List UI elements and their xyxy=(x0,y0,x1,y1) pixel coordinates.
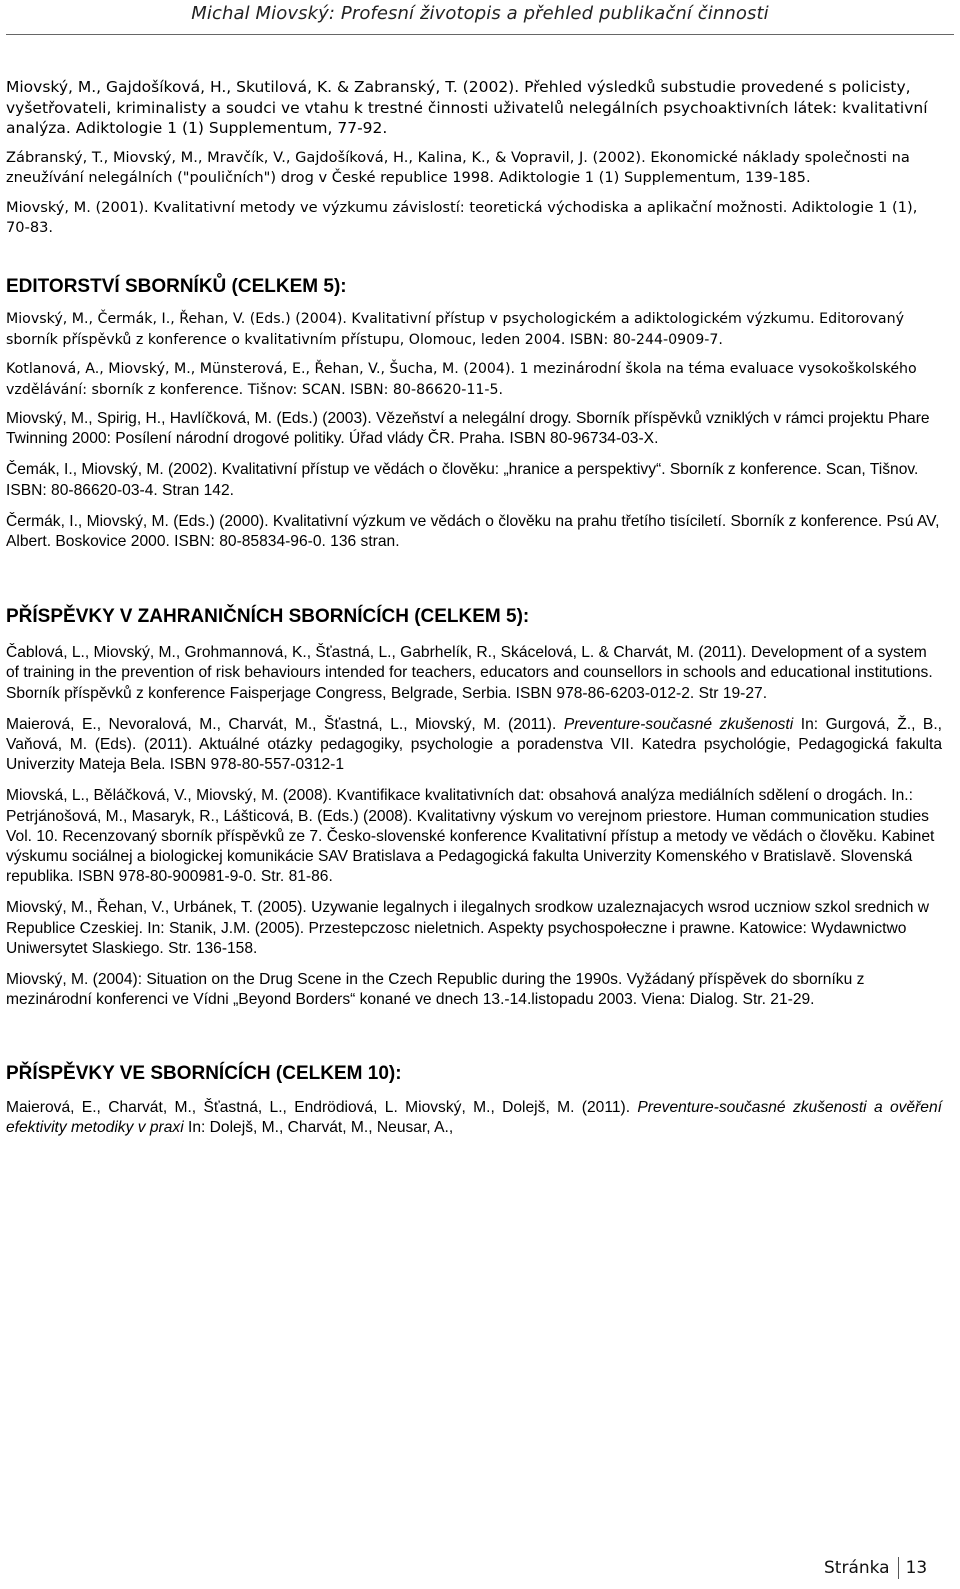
publication-entry: Čermák, I., Miovský, M. (Eds.) (2000). Kvalitativní výzkum ve vědách o člověku na prahu třetího tisíciletí. Sborník z konference. Psú AV, Albert. Boskovice 2000. ISBN: 80-85834-96-0. 136 stran. xyxy=(6,512,940,551)
running-header: Michal Miovský: Profesní životopis a přehled publikační činnosti xyxy=(191,3,769,24)
section-title-sborniky: PŘÍSPĚVKY VE SBORNÍCÍCH (CELKEM 10): xyxy=(6,1062,402,1084)
publication-entry: Miovská, L., Běláčková, V., Miovský, M. (2008). Kvantifikace kvalitativních dat: obsahová analýza mediálních sdělení o drogách. In.: Petrjánošová, M., Masaryk, R., Lášticová, B. (Eds.) (2008). Kvalitativny výskum vo verejnom priestore. Human communication studies Vol. 10. Recenzovaný sborník příspěvků ze 7. Česko-slovenské konference Kvalitativní přístup a metody ve vědách o člověku. Kabinet výskumu sociálnej a biologickej komunikácie SAV Bratislava a Pedagogická fakulta Univerzity Komenského v Bratislavě. Slovenská republika. ISBN 978-80-900981-9-0. Str. 81-86. xyxy=(6,787,935,886)
publication-entry: Maierová, E., Charvát, M., Šťastná, L., Endrödiová, L. Miovský, M., Dolejš, M. (2011). Preventure-současné zkušenosti a ověření efektivity metodiky v praxi In: Dolejš, M., Charvát, M., Neusar, A., xyxy=(6,1098,942,1136)
document-body xyxy=(6,77,942,1149)
publication-entry: Kotlanová, A., Miovský, M., Münsterová, E., Řehan, V., Šucha, M. (2004). 1 mezinárodní škola na téma evaluace vysokoškolského vzdělávání: sborník z konference. Tišnov: SCAN. ISBN: 80-86620-11-5. xyxy=(6,361,917,398)
publication-entry: Čemák, I., Miovský, M. (2002). Kvalitativní přístup ve vědách o člověku: „hranice a perspektivy“. Sborník z konference. Scan, Tišnov. ISBN: 80-86620-03-4. Stran 142. xyxy=(6,461,919,499)
section-title-zahranicni: PŘÍSPĚVKY V ZAHRANIČNÍCH SBORNÍCÍCH (CELKEM 5): xyxy=(6,606,530,628)
page-number: 13 xyxy=(905,1558,928,1578)
publication-entry: Miovský, M. (2001). Kvalitativní metody ve výzkumu závislostí: teoretická východiska a aplikační možnosti. Adiktologie 1 (1), 70-83. xyxy=(6,198,918,236)
publication-entry: Miovský, M., Spirig, H., Havlíčková, M. (Eds.) (2003). Vězeňství a nelegální drogy. Sborník příspěvků vzniklých v rámci projektu Phare Twinning 2000: Posílení národní drogové politiky. Úřad vlády ČR. Praha. ISBN 80-96734-03-X. xyxy=(6,410,930,448)
publication-entry: Zábranský, T., Miovský, M., Mravčík, V., Gajdošíková, H., Kalina, K., & Vopravil, J. (2002). Ekonomické náklady společnosti na zneužívání nelegálních ("pouličních") drog v České republice 1998. Adiktologie 1 (1) Supplementum, 139-185. xyxy=(6,148,910,187)
publication-entry: Miovský, M., Řehan, V., Urbánek, T. (2005). Uzywanie legalnych i ilegalnych srodkow uzaleznajacych wsrod uczniow szkol srednich w Republice Czeskiej. In: Stanik, J.M. (2005). Przestepczosc nieletnich. Aspekty psychospołeczne i prawne. Katowice: Wydawnictwo Uniwersytet Slaskiego. Str. 136-158. xyxy=(6,899,930,957)
page-footer xyxy=(824,1557,927,1579)
header-divider xyxy=(6,34,954,35)
section-title-editorstvi: EDITORSTVÍ SBORNÍKŮ (CELKEM 5): xyxy=(6,276,347,298)
publication-entry: Miovský, M., Čermák, I., Řehan, V. (Eds.) (2004). Kvalitativní přístup v psychologickém a adiktologickém výzkumu. Editorovaný sborník příspěvků z konference o kvalitativním přístupu, Olomouc, leden 2004. ISBN: 80-244-0909-7. xyxy=(6,311,904,348)
page-label: Stránka xyxy=(824,1558,890,1578)
publication-entry: Miovský, M., Gajdošíková, H., Skutilová, K. & Zabranský, T. (2002). Přehled výsledků substudie provedené s policisty, vyšetřovateli, kriminalisty a soudci ve vtahu k trestné činnosti uživatelů nelegálních psychoaktivních látek: kvalitativní analýza. Adiktologie 1 (1) Supplementum, 77-92. xyxy=(6,78,928,138)
publication-entry: Čablová, L., Miovský, M., Grohmannová, K., Šťastná, L., Gabrhelík, R., Skácelová, L. & Charvát, M. (2011). Development of a system of training in the prevention of risk behaviours intended for teachers, educators and counsellors in schools and educational institutions. Sborník příspěvků z konference Faisperjage Congress, Belgrade, Serbia. ISBN 978-86-6203-012-2. Str 19-27. xyxy=(6,644,933,702)
publication-entry: Miovský, M. (2004): Situation on the Drug Scene in the Czech Republic during the 1990s. Vyžádaný příspěvek do sborníku z mezinárodní konferenci ve Vídni „Beyond Borders“ konané ve dnech 13.-14.listopadu 2003. Viena: Dialog. Str. 21-29. xyxy=(6,971,865,1009)
footer-separator xyxy=(898,1557,899,1579)
publication-entry: Maierová, E., Nevoralová, M., Charvát, M., Šťastná, L., Miovský, M. (2011). Preventure-současné zkušenosti In: Gurgová, Ž., B., Vaňová, M. (Eds). (2011). Aktuálné otázky pedagogiky, psychologie a poradenstva VII. Katedra psychológie, Pedagogická fakulta Univerzity Mateja Bela. ISBN 978-80-557-0312-1 xyxy=(6,715,942,774)
